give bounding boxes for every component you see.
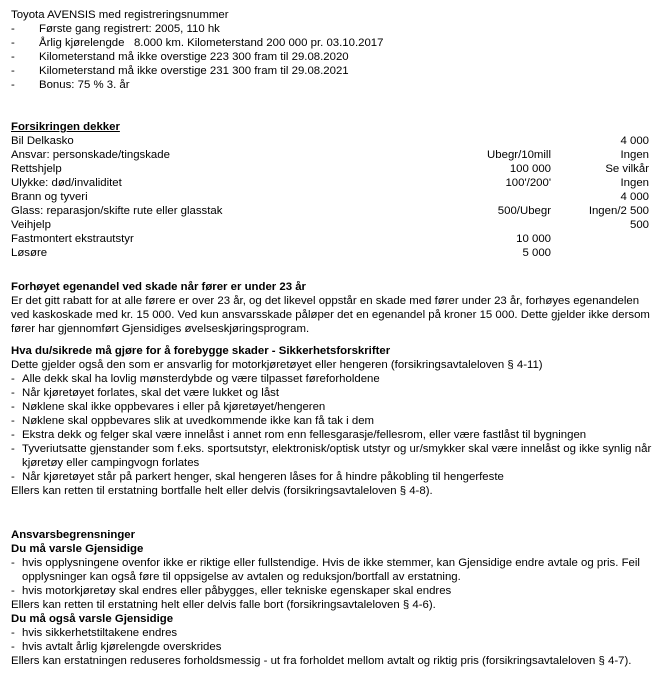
- coverage-row: [11, 232, 651, 246]
- item-text: Når kjøretøyet forlates, skal det være lukket og låst: [22, 387, 280, 399]
- dash: -: [11, 557, 15, 569]
- deductible-text: fører har gjennomført Gjensidiges øvelseskjøringsprogram.: [11, 323, 310, 335]
- liability-heading: Ansvarsbegrensninger: [11, 529, 136, 541]
- coverage-label: Løsøre: [11, 247, 48, 259]
- item-text: hvis opplysningene ovenfor ikke er riktige eller fullstendige. Hvis de ikke stemmer, kan Gjensidige endre avtale og pris. Feil: [22, 557, 640, 569]
- coverage-heading: Forsikringen dekker: [11, 121, 120, 133]
- notify-footer: Ellers kan retten til erstatning helt eller delvis falle bort (forsikringsavtaleloven § 4-6).: [11, 599, 436, 611]
- coverage-label: Ulykke: død/invaliditet: [11, 177, 122, 189]
- prevention-item: [11, 470, 651, 484]
- item-text: Når kjøretøyet står på parkert henger, skal hengeren låses for å hindre påkobling til hengerfeste: [22, 471, 504, 483]
- coverage-label: Bil Delkasko: [11, 135, 74, 147]
- prevention-item: [11, 414, 651, 428]
- coverage-label: Rettshjelp: [11, 163, 62, 175]
- coverage-sum: 10 000: [516, 233, 551, 245]
- detail-text: Første gang registrert: 2005, 110 hk: [39, 23, 220, 35]
- prevention-item: [11, 372, 651, 386]
- notify-item: [11, 584, 651, 598]
- notify-item-cont: opplysninger kan også føre til oppsigelse av avtalen og reduksjon/bortfall av erstatning.: [22, 571, 461, 583]
- dash: -: [11, 79, 15, 91]
- detail-text: Kilometerstand må ikke overstige 223 300 fram til 29.08.2020: [39, 51, 349, 63]
- dash: -: [11, 23, 15, 35]
- vehicle-detail: [11, 22, 651, 36]
- coverage-row: [11, 162, 651, 176]
- coverage-label: Veihjelp: [11, 219, 51, 231]
- coverage-sum: 500/Ubegr: [497, 205, 551, 217]
- coverage-sum: 100 000: [509, 163, 551, 175]
- coverage-deductible: Ingen: [620, 149, 649, 161]
- vehicle-detail: [11, 50, 651, 64]
- detail-text: Bonus: 75 % 3. år: [39, 79, 130, 91]
- dash: -: [11, 37, 15, 49]
- dash: -: [11, 429, 15, 441]
- coverage-label: Ansvar: personskade/tingskade: [11, 149, 170, 161]
- item-text: Nøklene skal oppbevares slik at uvedkommende ikke kan få tak i dem: [22, 415, 375, 427]
- notify-also-item: [11, 626, 651, 640]
- item-text: hvis sikkerhetstiltakene endres: [22, 627, 178, 639]
- notify-item: [11, 556, 651, 570]
- item-text: Nøklene skal ikke oppbevares i eller på kjøretøyet/hengeren: [22, 401, 326, 413]
- dash: -: [11, 387, 15, 399]
- coverage-row: [11, 218, 651, 232]
- notify-also-item: [11, 640, 651, 654]
- notify-heading: Du må varsle Gjensidige: [11, 543, 144, 555]
- prevention-heading: Hva du/sikrede må gjøre for å forebygge skader - Sikkerhetsforskrifter: [11, 345, 391, 357]
- coverage-label: Glass: reparasjon/skifte rute eller glasstak: [11, 205, 223, 217]
- coverage-sum: Ubegr/10mill: [487, 149, 551, 161]
- coverage-sum: 100'/200': [505, 177, 551, 189]
- coverage-row: [11, 148, 651, 162]
- dash: -: [11, 373, 15, 385]
- coverage-row: [11, 190, 651, 204]
- policy-document: [11, 8, 651, 668]
- dash: -: [11, 65, 15, 77]
- coverage-deductible: Se vilkår: [605, 163, 649, 175]
- coverage-deductible: 4 000: [620, 191, 649, 203]
- prevention-item: [11, 442, 651, 456]
- coverage-row: [11, 134, 651, 148]
- item-text: Tyveriutsatte gjenstander som f.eks. sportsutstyr, elektronisk/optisk utstyr og ur/smykker skal være innelåst og ikke synlig når: [22, 443, 652, 455]
- notify-also-footer: Ellers kan erstatningen reduseres forholdsmessig - ut fra forholdet mellom avtalt og riktig pris (forsikringsavtaleloven § 4-7).: [11, 655, 632, 667]
- deductible-text: Er det gitt rabatt for at alle førere er over 23 år, og det likevel oppstår en skade med fører under 23 år, forhøyes egenandelen: [11, 295, 640, 307]
- coverage-table: [11, 134, 651, 260]
- vehicle-detail: [11, 36, 651, 50]
- dash: -: [11, 415, 15, 427]
- vehicle-detail: [11, 64, 651, 78]
- dash: -: [11, 641, 15, 653]
- coverage-sum: 5 000: [522, 247, 551, 259]
- prevention-item-cont: kjøretøy eller campingvogn forlates: [22, 457, 200, 469]
- coverage-row: [11, 246, 651, 260]
- dash: -: [11, 471, 15, 483]
- coverage-deductible: Ingen/2 500: [588, 205, 649, 217]
- item-text: hvis avtalt årlig kjørelengde overskrides: [22, 641, 222, 653]
- coverage-deductible: 500: [629, 219, 649, 231]
- item-text: Alle dekk skal ha lovlig mønsterdybde og være tilpasset føreforholdene: [22, 373, 380, 385]
- vehicle-title: Toyota AVENSIS med registreringsnummer: [11, 9, 229, 21]
- coverage-label: Brann og tyveri: [11, 191, 88, 203]
- dash: -: [11, 401, 15, 413]
- vehicle-detail: [11, 78, 651, 92]
- deductible-text: ved kaskoskade med kr. 15 000. Ved kun ansvarsskade påløper det en egenandel på kroner 15 000. Dette gjelder ikke dersom: [11, 309, 650, 321]
- coverage-label: Fastmontert ekstrautstyr: [11, 233, 134, 245]
- dash: -: [11, 51, 15, 63]
- detail-text: Kilometerstand må ikke overstige 231 300 fram til 29.08.2021: [39, 65, 349, 77]
- prevention-item: [11, 386, 651, 400]
- prevention-intro: Dette gjelder også den som er ansvarlig for motorkjøretøyet eller hengeren (forsikringsavtaleloven § 4-11): [11, 359, 543, 371]
- detail-text: Årlig kjørelengde 8.000 km. Kilometerstand 200 000 pr. 03.10.2017: [39, 37, 384, 49]
- dash: -: [11, 627, 15, 639]
- coverage-deductible: 4 000: [620, 135, 649, 147]
- deductible-heading: Forhøyet egenandel ved skade når fører er under 23 år: [11, 281, 306, 293]
- notify-also-heading: Du må også varsle Gjensidige: [11, 613, 174, 625]
- prevention-footer: Ellers kan retten til erstatning bortfalle helt eller delvis (forsikringsavtaleloven § 4-8).: [11, 485, 433, 497]
- dash: -: [11, 585, 15, 597]
- coverage-deductible: Ingen: [620, 177, 649, 189]
- prevention-item: [11, 428, 651, 442]
- coverage-row: [11, 176, 651, 190]
- item-text: Ekstra dekk og felger skal være innelåst i annet rom enn fellesgarasje/fellesrom, eller være fastlåst til bygningen: [22, 429, 587, 441]
- item-text: hvis motorkjøretøy skal endres eller påbygges, eller tekniske egenskaper skal endres: [22, 585, 452, 597]
- dash: -: [11, 443, 15, 455]
- prevention-item: [11, 400, 651, 414]
- coverage-row: [11, 204, 651, 218]
